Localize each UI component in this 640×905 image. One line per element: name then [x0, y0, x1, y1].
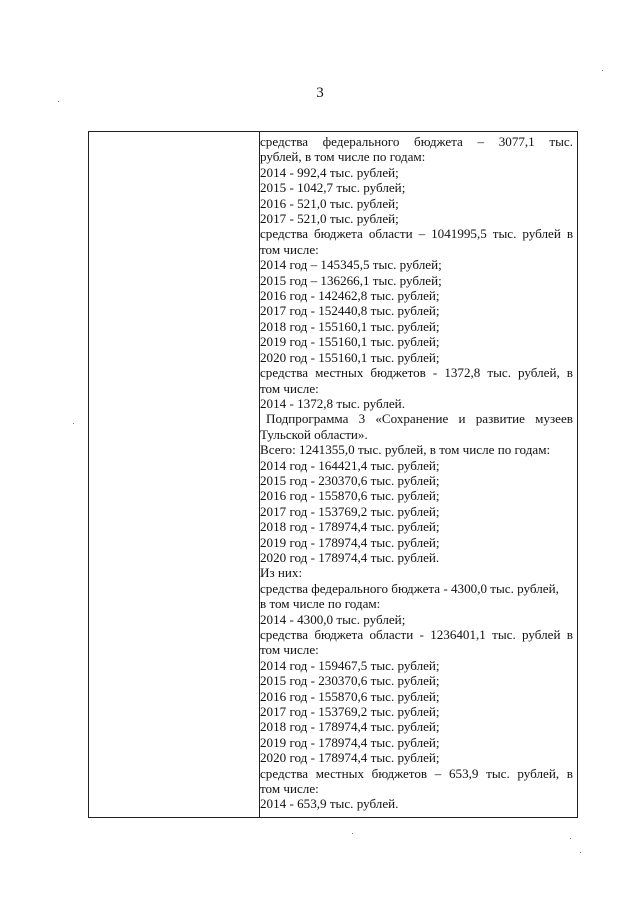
table-text-line: 2016 год - 155870,6 тыс. рублей;: [260, 688, 440, 704]
table-text-line: 2019 год - 178974,4 тыс. рублей;: [260, 534, 440, 550]
table-text-line: 2015 год - 230370,6 тыс. рублей;: [260, 472, 440, 488]
table-text-line: 2014 год - 159467,5 тыс. рублей;: [260, 657, 440, 673]
table-text-line: Тульской области».: [260, 426, 368, 442]
table-text-line: 2020 год - 178974,4 тыс. рублей;: [260, 750, 440, 766]
table-text-line: 2017 год - 153769,2 тыс. рублей;: [260, 704, 440, 720]
scan-speck: [58, 101, 59, 102]
table-text-line: 2015 год – 136266,1 тыс. рублей;: [260, 272, 442, 288]
scan-speck: [602, 70, 603, 71]
table-text-line: в том числе по годам:: [260, 596, 381, 612]
table-text-line: том числе:: [260, 241, 319, 257]
table-text-line: Всего: 1241355,0 тыс. рублей, в том числе по годам:: [260, 442, 551, 458]
table-text-line: том числе:: [260, 642, 319, 658]
table-text-line: 2015 год - 230370,6 тыс. рублей;: [260, 673, 440, 689]
table-text-line: 2020 год - 178974,4 тыс. рублей.: [260, 549, 440, 565]
table-text-line: средства федерального бюджета - 4300,0 тыс. рублей,: [260, 580, 559, 596]
table-text-line: 2019 год - 155160,1 тыс. рублей;: [260, 334, 440, 350]
table-text-line: 2016 год - 155870,6 тыс. рублей;: [260, 488, 440, 504]
scan-speck: [352, 833, 353, 834]
table-text-line: Из них:: [260, 565, 303, 581]
table-text-line: 2014 - 653,9 тыс. рублей.: [260, 796, 399, 812]
table-text-line: 2016 год - 142462,8 тыс. рублей;: [260, 288, 440, 304]
table-text-line: средства федерального бюджета – 3077,1 тыс.: [260, 134, 573, 149]
table-text-line: том числе:: [260, 781, 319, 797]
table-text-line: том числе:: [260, 380, 319, 396]
table-text-line: средства местных бюджетов - 1372,8 тыс. рублей, в: [260, 365, 573, 381]
table-text-line: 2016 - 521,0 тыс. рублей;: [260, 195, 399, 211]
table-text-line: 2018 год - 155160,1 тыс. рублей;: [260, 318, 440, 334]
table-text-line: 2014 год - 164421,4 тыс. рублей;: [260, 457, 440, 473]
table-text-line: 2018 год - 178974,4 тыс. рублей;: [260, 519, 440, 535]
table-text-line: Подпрограмма 3 «Сохранение и развитие музеев: [266, 411, 573, 427]
table-text-line: 2019 год - 178974,4 тыс. рублей;: [260, 734, 440, 750]
table-text-line: 2014 - 4300,0 тыс. рублей;: [260, 611, 406, 627]
table-text-line: средства бюджета области – 1041995,5 тыс. рублей в: [260, 226, 573, 242]
table-text-line: средства бюджета области - 1236401,1 тыс. рублей в: [260, 627, 573, 642]
page-number: 3: [316, 85, 324, 101]
funding-table: [88, 131, 578, 818]
scan-speck: [580, 852, 581, 853]
table-text-line: 2015 - 1042,7 тыс. рублей;: [260, 180, 406, 196]
table-left-cell: [89, 132, 260, 817]
table-text-line: рублей, в том числе по годам:: [260, 149, 426, 165]
table-right-cell: [260, 134, 573, 812]
table-text-line: 2014 - 1372,8 тыс. рублей.: [260, 395, 405, 411]
table-text-line: 2017 год - 153769,2 тыс. рублей;: [260, 503, 440, 519]
table-text-line: 2017 год - 152440,8 тыс. рублей;: [260, 303, 440, 319]
scan-speck: [73, 423, 74, 424]
scan-speck: [570, 838, 571, 839]
table-text-line: 2014 год – 145345,5 тыс. рублей;: [260, 257, 442, 273]
table-text-line: 2014 - 992,4 тыс. рублей;: [260, 164, 399, 180]
table-text-line: 2020 год - 155160,1 тыс. рублей;: [260, 349, 440, 365]
table-text-line: средства местных бюджетов – 653,9 тыс. рублей, в: [260, 765, 573, 781]
table-text-line: 2017 - 521,0 тыс. рублей;: [260, 211, 399, 227]
table-text-line: 2018 год - 178974,4 тыс. рублей;: [260, 719, 440, 735]
